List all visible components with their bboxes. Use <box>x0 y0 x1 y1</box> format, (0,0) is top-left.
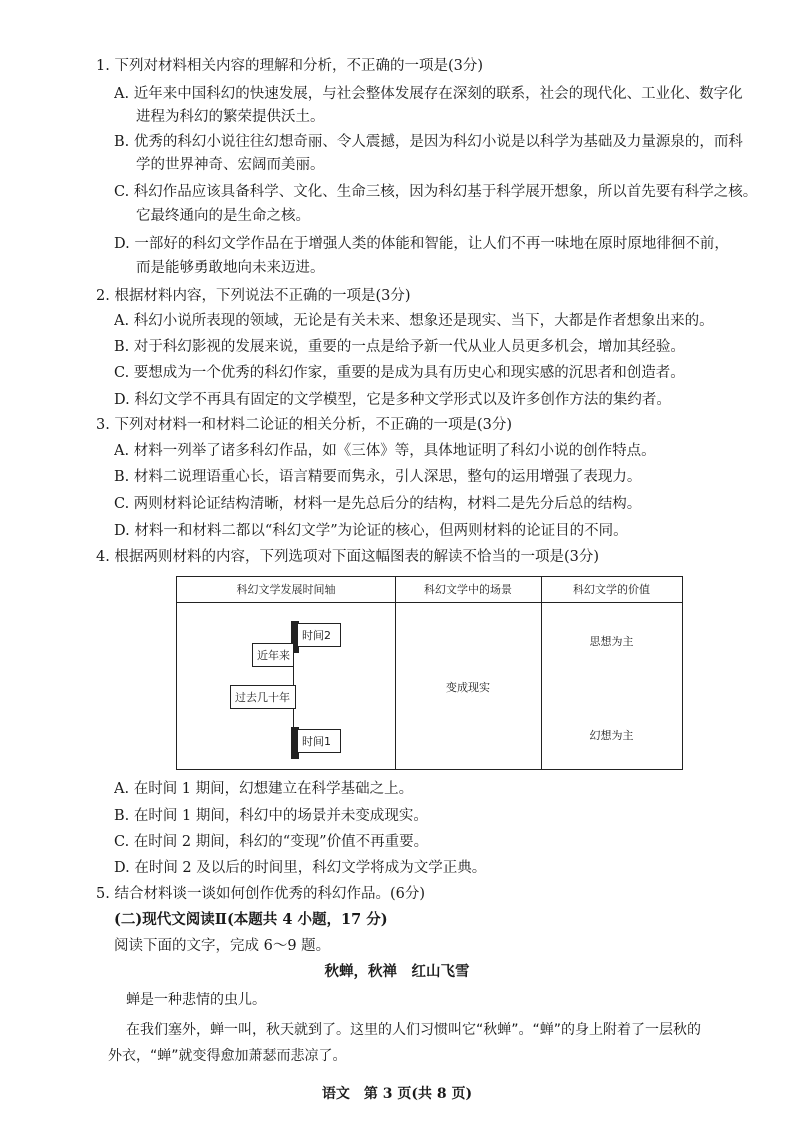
table-header-scene: 科幻文学中的场景 <box>395 577 541 603</box>
q5-stem: 5. 结合材料谈一谈如何创作优秀的科幻作品。(6分) <box>96 886 425 902</box>
q1-option-b-cont: 学的世界神奇、宏阔而美丽。 <box>136 157 325 173</box>
q2-option-c: C. 要想成为一个优秀的科幻作家，重要的是成为具有历史心和现实感的沉思者和创造者。 <box>114 365 685 381</box>
q3-option-a: A. 材料一列举了诸多科幻作品，如《三体》等，具体地证明了科幻小说的创作特点。 <box>114 443 656 459</box>
recent-years-label: 近年来 <box>252 643 294 667</box>
q3-option-b: B. 材料二说理语重心长，语言精要而隽永，引人深思，整句的运用增强了表现力。 <box>114 469 642 485</box>
time2-label: 时间2 <box>297 623 341 647</box>
section-instruction: 阅读下面的文字，完成 6～9 题。 <box>114 938 331 954</box>
table-header-timeline: 科幻文学发展时间轴 <box>177 577 395 603</box>
q1-option-c-cont: 它最终通向的是生命之核。 <box>136 208 310 224</box>
q1-option-a-cont: 进程为科幻的繁荣提供沃土。 <box>136 109 325 125</box>
q4-stem: 4. 根据两则材料的内容，下列选项对下面这幅图表的解读不恰当的一项是(3分) <box>96 549 599 565</box>
q1-option-a: A. 近年来中国科幻的快速发展，与社会整体发展存在深刻的联系，社会的现代化、工业化、数字化 <box>114 86 743 102</box>
q1-option-c: C. 科幻作品应该具备科学、文化、生命三核，因为科幻基于科学展开想象，所以首先要有科学之核。 <box>114 184 758 200</box>
q3-stem: 3. 下列对材料一和材料二论证的相关分析，不正确的一项是(3分) <box>96 417 512 433</box>
article-paragraph: 蝉是一种悲情的虫儿。 <box>126 992 266 1008</box>
table-divider <box>395 577 396 769</box>
time1-label: 时间1 <box>297 729 341 753</box>
page-footer: 语文 第 3 页(共 8 页) <box>321 1086 473 1102</box>
q2-option-b: B. 对于科幻影视的发展来说，重要的一点是给予新一代从业人员更多机会，增加其经验。 <box>114 339 685 355</box>
q2-option-a: A. 科幻小说所表现的领域，无论是有关未来、想象还是现实、当下，大都是作者想象出来的。 <box>114 313 714 329</box>
value-thought-cell: 思想为主 <box>589 635 634 648</box>
q2-stem: 2. 根据材料内容，下列说法不正确的一项是(3分) <box>96 288 411 304</box>
article-title: 秋蝉，秋禅 红山飞雪 <box>324 963 470 980</box>
scifi-timeline-table <box>176 576 683 770</box>
table-header-value: 科幻文学的价值 <box>541 577 682 603</box>
q4-option-b: B. 在时间 1 期间，科幻中的场景并未变成现实。 <box>114 808 428 824</box>
value-fantasy-cell: 幻想为主 <box>589 729 634 742</box>
scene-cell: 变成现实 <box>446 681 490 694</box>
q4-option-c: C. 在时间 2 期间，科幻的“变现”价值不再重要。 <box>114 834 429 850</box>
q4-option-a: A. 在时间 1 期间，幻想建立在科学基础之上。 <box>114 781 414 797</box>
q3-option-c: C. 两则材料论证结构清晰，材料一是先总后分的结构，材料二是先分后总的结构。 <box>114 496 642 512</box>
past-decades-label: 过去几十年 <box>230 685 296 709</box>
q2-option-d: D. 科幻文学不再具有固定的文学模型，它是多种文学形式以及许多创作方法的集约者。 <box>114 392 671 408</box>
q1-option-d-cont: 而是能够勇敢地向未来迈进。 <box>136 260 325 276</box>
article-paragraph-cont: 外衣，“蝉”就变得愈加萧瑟而悲凉了。 <box>108 1048 347 1064</box>
q4-option-d: D. 在时间 2 及以后的时间里，科幻文学将成为文学正典。 <box>114 860 487 876</box>
section-heading: (二)现代文阅读Ⅱ(本题共 4 小题，17 分) <box>114 911 388 928</box>
q1-stem: 1. 下列对材料相关内容的理解和分析，不正确的一项是(3分) <box>96 58 483 74</box>
q1-option-d: D. 一部好的科幻文学作品在于增强人类的体能和智能，让人们不再一味地在原时原地徘徊不前， <box>114 236 729 252</box>
q1-option-b: B. 优秀的科幻小说往往幻想奇丽、令人震撼，是因为科幻小说是以科学为基础及力量源泉的，而科 <box>114 134 743 150</box>
q3-option-d: D. 材料一和材料二都以“科幻文学”为论证的核心，但两则材料的论证目的不同。 <box>114 523 628 539</box>
article-paragraph: 在我们塞外，蝉一叫，秋天就到了。这里的人们习惯叫它“秋蝉”。“蝉”的身上附着了一层秋的 <box>126 1022 702 1038</box>
